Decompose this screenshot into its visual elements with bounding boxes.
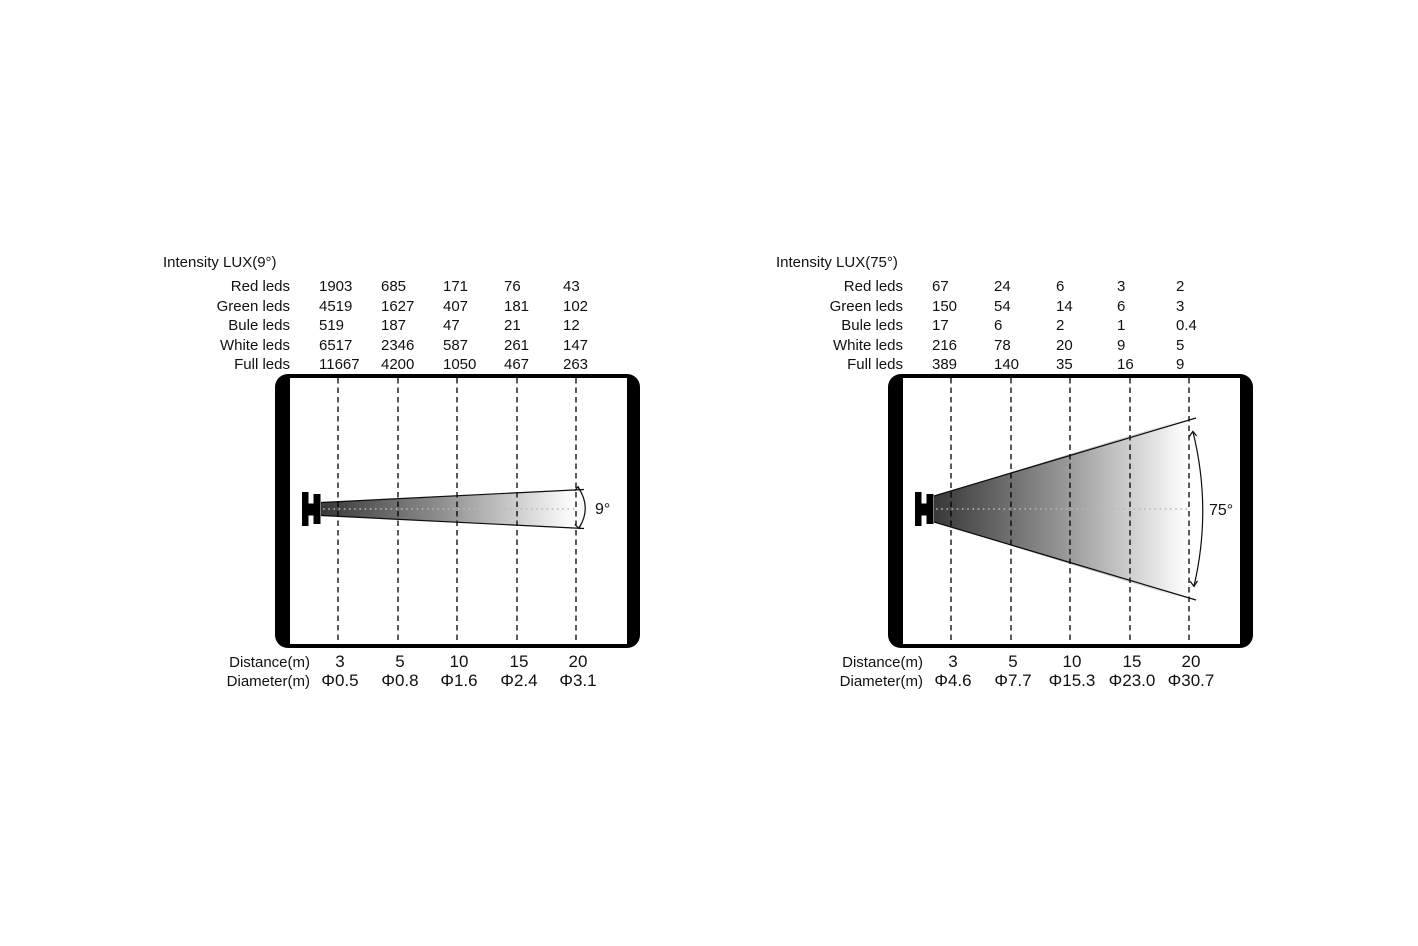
distance-value: 15 bbox=[509, 652, 529, 671]
led-row-label: White leds bbox=[832, 337, 903, 354]
diameter-value: Φ4.6 bbox=[934, 671, 972, 690]
led-row-full bbox=[163, 355, 668, 374]
diameter-value: Φ0.5 bbox=[321, 671, 359, 690]
diameter-value: Φ15.3 bbox=[1048, 671, 1096, 690]
lux-value: 54 bbox=[994, 298, 1011, 315]
lux-value: 389 bbox=[932, 356, 958, 373]
beam-angle-label: 75° bbox=[1209, 502, 1234, 519]
intensity-panel-9deg bbox=[163, 253, 668, 703]
lux-value: 21 bbox=[504, 317, 521, 334]
lux-value: 150 bbox=[932, 298, 958, 315]
lux-value: 467 bbox=[504, 356, 530, 373]
lux-value: 2 bbox=[1176, 278, 1185, 295]
lux-value: 187 bbox=[381, 317, 407, 334]
lux-value: 140 bbox=[994, 356, 1020, 373]
lux-value: 1627 bbox=[381, 298, 415, 315]
lux-value: 407 bbox=[443, 298, 469, 315]
diameter-label: Diameter(m) bbox=[226, 673, 310, 690]
lux-value: 47 bbox=[443, 317, 460, 334]
intensity-title: Intensity LUX(9°) bbox=[163, 254, 277, 271]
led-row-label: Green leds bbox=[829, 298, 903, 315]
led-row-label: Full leds bbox=[234, 356, 290, 373]
distance-value: 10 bbox=[1062, 652, 1082, 671]
distance-value: 15 bbox=[1122, 652, 1142, 671]
lux-value: 6 bbox=[994, 317, 1003, 334]
distance-value: 20 bbox=[568, 652, 588, 671]
lux-value: 9 bbox=[1117, 337, 1126, 354]
led-row-blue bbox=[163, 316, 668, 335]
led-row-label: Full leds bbox=[847, 356, 903, 373]
lux-value: 2 bbox=[1056, 317, 1065, 334]
lux-value: 43 bbox=[563, 278, 580, 295]
diameter-row bbox=[776, 672, 1281, 691]
diameter-value: Φ23.0 bbox=[1108, 671, 1156, 690]
distance-value: 20 bbox=[1181, 652, 1201, 671]
distance-value: 5 bbox=[395, 652, 405, 671]
led-row-red bbox=[776, 277, 1281, 296]
lux-value: 11667 bbox=[319, 356, 360, 373]
distance-row bbox=[776, 653, 1281, 672]
lux-value: 9 bbox=[1176, 356, 1185, 373]
diameter-value: Φ2.4 bbox=[500, 671, 538, 690]
distance-row bbox=[163, 653, 668, 672]
lux-value: 12 bbox=[563, 317, 580, 334]
diameter-label: Diameter(m) bbox=[839, 673, 923, 690]
led-row-label: Bule leds bbox=[228, 317, 290, 334]
lux-value: 6517 bbox=[319, 337, 353, 354]
distance-value: 10 bbox=[449, 652, 469, 671]
led-row-green bbox=[163, 297, 668, 316]
led-row-label: Red leds bbox=[230, 278, 290, 295]
distance-value: 5 bbox=[1008, 652, 1018, 671]
lux-value: 4200 bbox=[381, 356, 415, 373]
lux-value: 519 bbox=[319, 317, 345, 334]
led-row-white bbox=[163, 336, 668, 355]
lux-value: 5 bbox=[1176, 337, 1185, 354]
lux-value: 16 bbox=[1117, 356, 1134, 373]
beam-angle-label: 9° bbox=[595, 501, 611, 518]
lux-value: 1050 bbox=[443, 356, 477, 373]
lux-value: 181 bbox=[504, 298, 530, 315]
distance-value: 3 bbox=[948, 652, 958, 671]
lux-value: 6 bbox=[1117, 298, 1126, 315]
lux-value: 147 bbox=[563, 337, 589, 354]
led-row-blue bbox=[776, 316, 1281, 335]
lux-value: 2346 bbox=[381, 337, 415, 354]
intensity-panel-75deg bbox=[776, 253, 1281, 703]
led-row-label: White leds bbox=[219, 337, 290, 354]
lux-value: 17 bbox=[932, 317, 949, 334]
led-row-label: Green leds bbox=[216, 298, 290, 315]
lux-value: 78 bbox=[994, 337, 1011, 354]
led-row-full bbox=[776, 355, 1281, 374]
lux-value: 20 bbox=[1056, 337, 1073, 354]
led-row-label: Red leds bbox=[843, 278, 903, 295]
lux-value: 6 bbox=[1056, 278, 1065, 295]
distance-label: Distance(m) bbox=[842, 654, 923, 671]
led-row-white bbox=[776, 336, 1281, 355]
lux-value: 4519 bbox=[319, 298, 353, 315]
distance-label: Distance(m) bbox=[229, 654, 310, 671]
lux-value: 587 bbox=[443, 337, 469, 354]
lux-value: 67 bbox=[932, 278, 949, 295]
lux-value: 261 bbox=[504, 337, 530, 354]
lux-value: 0.4 bbox=[1176, 317, 1197, 334]
beam-diagram-9deg bbox=[275, 374, 640, 648]
diameter-value: Φ3.1 bbox=[559, 671, 597, 690]
diameter-value: Φ1.6 bbox=[440, 671, 478, 690]
distance-value: 3 bbox=[335, 652, 345, 671]
lux-value: 102 bbox=[563, 298, 589, 315]
lux-value: 1 bbox=[1117, 317, 1126, 334]
lux-value: 685 bbox=[381, 278, 407, 295]
beam-diagram-75deg bbox=[888, 374, 1253, 648]
intensity-title: Intensity LUX(75°) bbox=[776, 254, 898, 271]
led-row-red bbox=[163, 277, 668, 296]
diameter-value: Φ30.7 bbox=[1167, 671, 1215, 690]
lux-value: 3 bbox=[1117, 278, 1126, 295]
diameter-value: Φ0.8 bbox=[381, 671, 419, 690]
lux-value: 263 bbox=[563, 356, 589, 373]
lux-value: 14 bbox=[1056, 298, 1073, 315]
led-row-green bbox=[776, 297, 1281, 316]
lux-value: 35 bbox=[1056, 356, 1073, 373]
lux-value: 76 bbox=[504, 278, 521, 295]
diameter-row bbox=[163, 672, 668, 691]
lux-value: 171 bbox=[443, 278, 469, 295]
lux-value: 24 bbox=[994, 278, 1011, 295]
led-row-label: Bule leds bbox=[841, 317, 903, 334]
diameter-value: Φ7.7 bbox=[994, 671, 1032, 690]
lux-value: 3 bbox=[1176, 298, 1185, 315]
lux-value: 1903 bbox=[319, 278, 353, 295]
lux-value: 216 bbox=[932, 337, 958, 354]
